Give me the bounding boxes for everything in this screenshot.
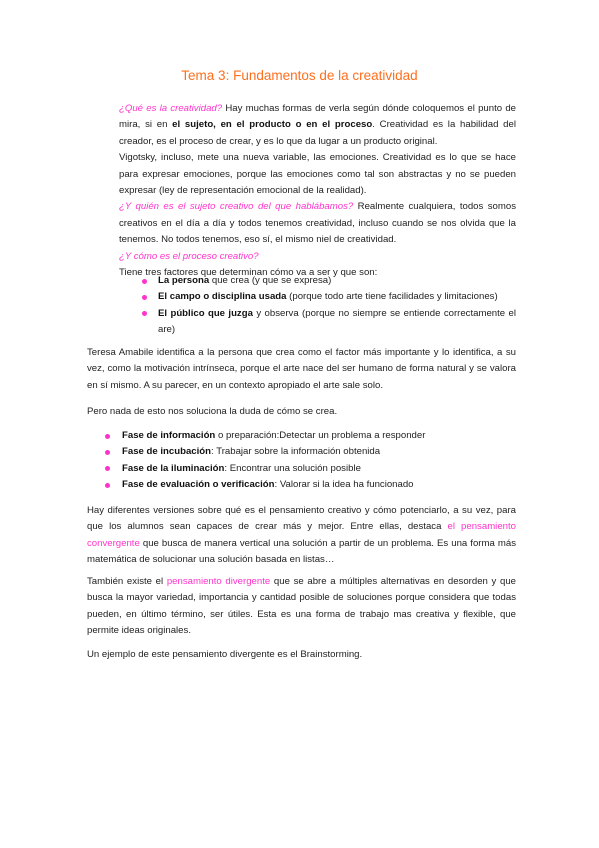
bullet-icon	[105, 450, 110, 455]
list-item: La persona que crea (y que se expresa)	[158, 273, 516, 289]
list-item: Fase de evaluación o verificación: Valorar si la idea ha funcionado	[122, 477, 516, 493]
factors-list	[158, 273, 516, 339]
list-item: El público que juzga y observa (porque no siempre se entiende correctamente el are)	[158, 306, 516, 339]
intro-paragraph-4: Tiene tres factores que determinan cómo va a ser y que son:	[119, 267, 378, 279]
divergent-paragraph: También existe el pensamiento divergente que se abre a múltiples alternativas en desorden y que busca la mayor variedad, importancia y cantidad posible de soluciones porque considera que todas pueden, en último término, ser útiles. Esta es una forma de trabajo mas creativa y flexible, que permite ideas originales.	[87, 576, 517, 637]
list-item: Fase de información o preparación:Detectar un problema a responder	[122, 428, 516, 444]
list-item: El campo o disciplina usada (porque todo arte tiene facilidades y limitaciones)	[158, 289, 516, 305]
convergent-term: el pensamiento convergente	[87, 521, 516, 549]
intro-paragraph-3: ¿Y quién es el sujeto creativo del que hablábamos? Realmente cualquiera, todos somos creativos en el día a día y todos tenemos creatividad, incluso cuando se nos olvida que la tenemos. No todos tenemos, eso sí, el mismo niel de creatividad.	[119, 201, 516, 246]
bullet-icon	[105, 483, 110, 488]
amabile-paragraph: Teresa Amabile identifica a la persona que crea como el factor más importante y lo identifica, a su vez, como la motivación intrínseca, porque el arte nace del ser humano de forma natural y se valora en sí mismo. A su parecer, en un contexto apropiado el arte sale solo.	[87, 347, 516, 391]
bullet-icon	[105, 466, 110, 471]
question-1: ¿Qué es la creatividad?	[119, 103, 223, 114]
question-3: ¿Y cómo es el proceso creativo?	[119, 250, 259, 262]
intro-paragraph-1: ¿Qué es la creatividad? Hay muchas formas de verla según dónde coloquemos el punto de mira, si en el sujeto, en el producto o en el proceso. Creatividad es la habilidad del creador, es el proceso de crear, y es lo que da lugar a un producto original.	[119, 103, 517, 147]
intro-section	[119, 101, 516, 281]
list-item: Fase de incubación: Trabajar sobre la información obtenida	[122, 444, 516, 460]
bullet-icon	[105, 434, 110, 439]
question-2: ¿Y quién es el sujeto creativo del que hablábamos?	[119, 201, 354, 213]
bullet-icon	[142, 279, 147, 284]
bullet-icon	[142, 311, 147, 316]
bullet-icon	[142, 295, 147, 300]
divergent-term: pensamiento divergente	[166, 576, 271, 587]
intro-paragraph-2: Vigotsky, incluso, mete una nueva variable, las emociones. Creatividad es lo que se hace para expresar emociones, porque las emociones como tal son abstractas y no se pueden expresar (ley de representación emocional de la realidad).	[119, 152, 516, 197]
page-title: Tema 3: Fundamentos de la creatividad	[181, 68, 418, 83]
convergent-paragraph: Hay diferentes versiones sobre qué es el pensamiento creativo y cómo potenciarlo, a su vez, para que los alumnos sean capaces de crear más y mejor. Entre ellas, destaca el pensamiento convergente que busca de manera vertical una solución a partir de un problema. Es una forma más matemática de solucionar una solución basada en listas…	[87, 505, 516, 566]
pero-paragraph: Pero nada de esto nos soluciona la duda de cómo se crea.	[87, 406, 338, 417]
example-paragraph: Un ejemplo de este pensamiento divergente es el Brainstorming.	[87, 649, 363, 660]
list-item: Fase de la iluminación: Encontrar una solución posible	[122, 461, 516, 477]
phases-list	[122, 428, 516, 494]
